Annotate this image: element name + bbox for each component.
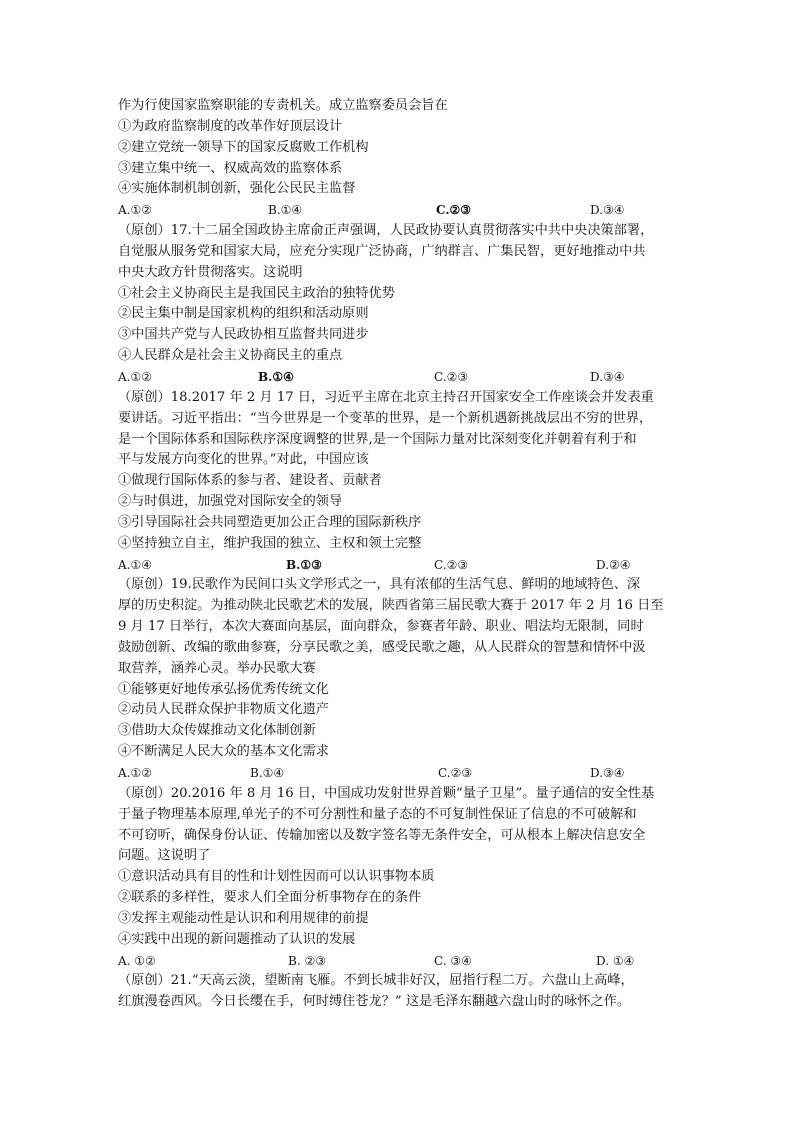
option-b: B.①④ xyxy=(250,766,285,780)
choice-statement: ③借助大众传媒推动文化体制创新 xyxy=(118,723,316,739)
text-line: 取营养，涵养心灵。举办民歌大赛 xyxy=(118,660,316,676)
choice-statement: ①能够更好地传承弘扬优秀传统文化 xyxy=(118,681,329,697)
question-19: （原创）19.民歌作为民间口头文学形式之一，具有浓郁的生活气息、鲜明的地域特色、深 xyxy=(118,577,641,593)
option-d: D.②④ xyxy=(596,557,631,572)
option-c: C. ③④ xyxy=(434,953,472,968)
text-line: 厚的历史积淀。为推动陕北民歌艺术的发展，陕西省第三届民歌大赛于 2017 年 2 月 16 日至 xyxy=(118,598,664,614)
option-a: A.①② xyxy=(118,369,152,384)
option-c: C.②③ xyxy=(436,203,472,218)
text-line: 不可窃听，确保身份认证、传输加密以及数字签名等无条件安全，可从根本上解决信息安全 xyxy=(118,827,646,843)
choice-statement: ②建立党统一领导下的国家反腐败工作机构 xyxy=(118,139,369,155)
option-a: A. ①② xyxy=(118,953,156,968)
text-line: 鼓励创新、改编的歌曲参赛，分享民歌之美，感受民歌之趣，从人民群众的智慧和情怀中汲 xyxy=(118,639,646,655)
text-line: 平与发展方向变化的世界。”对此，中国应该 xyxy=(118,452,369,468)
text-line: 自觉服从服务党和国家大局，应充分实现广泛协商，广纳群言、广集民智，更好地推动中共 xyxy=(118,243,646,259)
option-c: C.②③ xyxy=(434,557,469,572)
option-a: A.①② xyxy=(118,766,152,780)
text-line: 作为行使国家监察职能的专责机关。成立监察委员会旨在 xyxy=(118,98,448,113)
answer-options xyxy=(118,367,678,388)
option-a: A.①② xyxy=(118,203,152,218)
choice-statement: ②动员人民群众保护非物质文化遗产 xyxy=(118,702,329,718)
question-18: （原创）18.2017 年 2 月 17 日，习近平主席在北京主持召开国家安全工作座谈会并发表重 xyxy=(118,389,654,405)
choice-statement: ②与时俱进，加强党对国际安全的领导 xyxy=(118,494,343,510)
choice-statement: ④实践中出现的新问题推动了认识的发展 xyxy=(118,931,356,947)
choice-statement: ②民主集中制是国家机构的组织和活动原则 xyxy=(118,306,369,322)
option-d: D.③④ xyxy=(590,369,625,384)
text-line: 中央大政方针贯彻落实。这说明 xyxy=(118,264,303,280)
answer-options xyxy=(118,555,678,576)
choice-statement: ④不断满足人民大众的基本文化需求 xyxy=(118,744,329,760)
option-c: C.②③ xyxy=(434,369,469,384)
text-line: 问题。这说明了 xyxy=(118,848,211,864)
text-line: 于量子物理基本原理,单光子的不可分割性和量子态的不可复制性保证了信息的不可破解和 xyxy=(118,806,637,822)
choice-statement: ①社会主义协商民主是我国民主政治的独特优势 xyxy=(118,285,395,301)
question-20: （原创）20.2016 年 8 月 16 日，中国成功发射世界首颗“量子卫星”。量子通信的安全性基 xyxy=(118,785,655,801)
choice-statement: ①做现行国际体系的参与者、建设者、贡献者 xyxy=(118,473,382,489)
option-b: B.①④ xyxy=(268,203,303,218)
option-b: B. ②③ xyxy=(288,953,326,968)
option-d: D.③④ xyxy=(590,766,625,780)
choice-statement: ①意识活动具有目的性和计划性因而可以认识事物本质 xyxy=(118,869,435,885)
answer-options xyxy=(118,763,678,784)
option-d: D. ①④ xyxy=(596,953,635,968)
question-text xyxy=(118,96,678,1013)
choice-statement: ②联系的多样性，要求人们全面分析事物存在的条件 xyxy=(118,890,422,906)
text-line: 9 月 17 日举行，本次大赛面向基层，面向群众，参赛者年龄、职业、唱法均无限制，同时 xyxy=(118,619,644,635)
option-b: B.①④ xyxy=(258,369,294,384)
choice-statement: ③建立集中统一、权威高效的监察体系 xyxy=(118,160,343,176)
answer-options xyxy=(118,200,678,221)
text-line: 是一个国际体系和国际秩序深度调整的世界,是一个国际力量对比深刻变化并朝着有利于和 xyxy=(118,431,637,447)
choice-statement: ③引导国际社会共同塑造更加公正合理的国际新秩序 xyxy=(118,514,422,530)
choice-statement: ①为政府监察制度的改革作好顶层设计 xyxy=(118,118,343,134)
option-a: A.①④ xyxy=(118,557,152,572)
choice-statement: ④人民群众是社会主义协商民主的重点 xyxy=(118,348,343,364)
question-17: （原创）17.十二届全国政协主席俞正声强调，人民政协要认真贯彻落实中共中央决策部署， xyxy=(118,223,654,239)
text-line: 红旗漫卷西风。今日长缨在手，何时缚住苍龙？” 这是毛泽东翻越六盘山时的咏怀之作。 xyxy=(118,994,631,1010)
choice-statement: ③中国共产党与人民政协相互监督共同进步 xyxy=(118,327,369,343)
answer-options xyxy=(118,951,678,972)
choice-statement: ③发挥主观能动性是认识和利用规律的前提 xyxy=(118,910,369,926)
choice-statement: ④坚持独立自主，维护我国的独立、主权和领土完整 xyxy=(118,535,422,551)
option-d: D.③④ xyxy=(590,203,625,218)
text-line: 要讲话。习近平指出：“当今世界是一个变革的世界，是一个新机遇新挑战层出不穷的世界， xyxy=(118,410,653,426)
question-21: （原创）21.“天高云淡，望断南飞雁。不到长城非好汉，屈指行程二万。六盘山上高峰， xyxy=(118,973,634,989)
choice-statement: ④实施体制机制创新，强化公民民主监督 xyxy=(118,181,356,197)
option-b: B.①③ xyxy=(286,557,322,572)
option-c: C.②③ xyxy=(438,766,473,780)
